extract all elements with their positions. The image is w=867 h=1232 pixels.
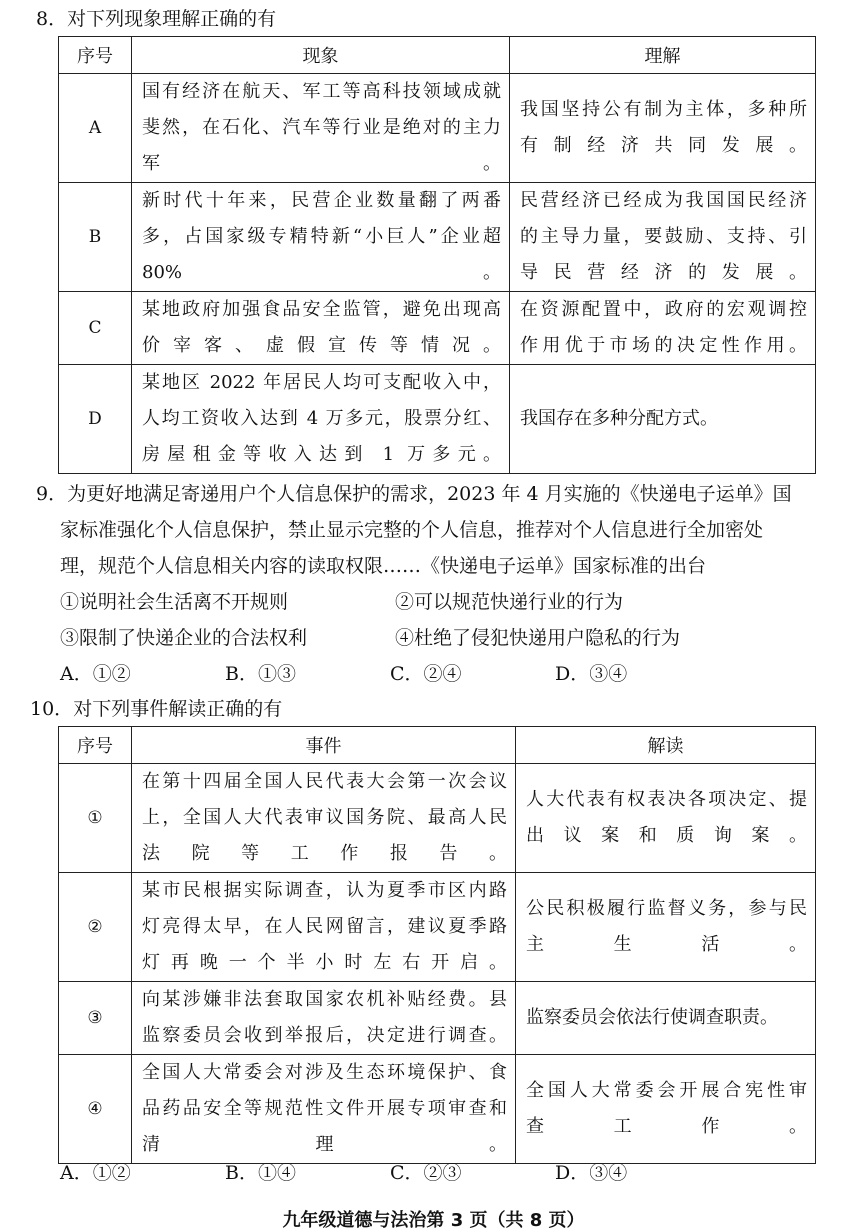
q10-table bbox=[58, 726, 816, 1164]
q8-row-b-understanding: 民营经济已经成为我国国民经济 的主导力量，要鼓励、支持、引 导民营经济的发展。 bbox=[510, 183, 816, 292]
q10-row-1-id: ① bbox=[59, 764, 132, 873]
q10-stem: 对下列事件解读正确的有 bbox=[73, 698, 283, 720]
q8-table bbox=[58, 36, 816, 474]
q9-stem: 9．为更好地满足寄递用户个人信息保护的需求，2023 年 4 月实施的《快递电子运单》国 家标准强化个人信息保护，禁止显示完整的个人信息，推荐对个人信息进行全加密处 理，规范个人信息相关内容的读取权限……《快递电子运单》国家标准的出台 bbox=[36, 483, 792, 577]
q8-row-c-understanding: 在资源配置中，政府的宏观调控 作用优于市场的决定性作用。 bbox=[510, 292, 816, 365]
q10-title bbox=[30, 697, 282, 721]
table-row bbox=[59, 183, 816, 292]
q9-choice-a: A．①② bbox=[60, 663, 131, 685]
q8-row-c-id: C bbox=[59, 292, 132, 365]
q10-number: 10． bbox=[30, 698, 74, 720]
q10-choice-b: B．①④ bbox=[225, 1162, 296, 1184]
q8-row-a-understanding: 我国坚持公有制为主体，多种所 有制经济共同发展。 bbox=[510, 74, 816, 183]
q10-row-2-id: ② bbox=[59, 873, 132, 982]
q10-row-4-interpretation: 全国人大常委会开展合宪性审 查工作。 bbox=[516, 1055, 816, 1164]
table-row bbox=[59, 764, 816, 873]
q8-row-a-id: A bbox=[59, 74, 132, 183]
q9-choice-c: C．②④ bbox=[390, 663, 462, 685]
q8-row-a-phenomenon: 国有经济在航天、军工等高科技领域成就 斐然，在石化、汽车等行业是绝对的主力 军。 bbox=[132, 74, 510, 183]
q10-header-row bbox=[59, 727, 816, 764]
q8-row-b-id: B bbox=[59, 183, 132, 292]
q10-row-3-event: 向某涉嫌非法套取国家农机补贴经费。县 监察委员会收到举报后，决定进行调查。 bbox=[132, 982, 516, 1055]
q8-header-row bbox=[59, 37, 816, 74]
q8-row-d-understanding: 我国存在多种分配方式。 bbox=[510, 365, 816, 474]
q8-stem: 对下列现象理解正确的有 bbox=[67, 8, 277, 30]
q8-header-id: 序号 bbox=[59, 37, 132, 74]
q8-row-d-id: D bbox=[59, 365, 132, 474]
q8-row-c-phenomenon: 某地政府加强食品安全监管，避免出现高 价宰客、虚假宣传等情况。 bbox=[132, 292, 510, 365]
table-row bbox=[59, 292, 816, 365]
page-footer: 九年级道德与法治第 3 页（共 8 页） bbox=[282, 1210, 585, 1231]
q9-number: 9． bbox=[36, 483, 68, 505]
q9-statements bbox=[60, 584, 680, 692]
q10-header-id: 序号 bbox=[59, 727, 132, 764]
q10-row-2-interpretation: 公民积极履行监督义务，参与民 主生活。 bbox=[516, 873, 816, 982]
q10-row-3-interpretation: 监察委员会依法行使调查职责。 bbox=[516, 982, 816, 1055]
table-row bbox=[59, 74, 816, 183]
q8-title bbox=[36, 7, 276, 31]
q10-row-4-id: ④ bbox=[59, 1055, 132, 1164]
q10-choice-a: A．①② bbox=[60, 1162, 131, 1184]
q10-choices bbox=[60, 1155, 627, 1191]
q9-statement-2: ②可以规范快递行业的行为 bbox=[395, 591, 624, 613]
q9-statement-3: ③限制了快递企业的合法权利 bbox=[60, 627, 308, 649]
q8-row-b-phenomenon: 新时代十年来，民营企业数量翻了两番 多，占国家级专精特新“小巨人”企业超 80%。 bbox=[132, 183, 510, 292]
q10-header-interpretation: 解读 bbox=[516, 727, 816, 764]
q10-row-2-event: 某市民根据实际调查，认为夏季市区内路 灯亮得太早，在人民网留言，建议夏季路 灯再晚一个半小时左右开启。 bbox=[132, 873, 516, 982]
q10-row-1-event: 在第十四届全国人民代表大会第一次会议 上，全国人大代表审议国务院、最高人民 法院等工作报告。 bbox=[132, 764, 516, 873]
table-row bbox=[59, 873, 816, 982]
q8-row-d-phenomenon: 某地区 2022 年居民人均可支配收入中， 人均工资收入达到 4 万多元，股票分红、 房屋租金等收入达到 1 万多元。 bbox=[132, 365, 510, 474]
q8-header-understanding: 理解 bbox=[510, 37, 816, 74]
q10-row-4-event: 全国人大常委会对涉及生态环境保护、食 品药品安全等规范性文件开展专项审查和 清理。 bbox=[132, 1055, 516, 1164]
q10-row-1-interpretation: 人大代表有权表决各项决定、提 出议案和质询案。 bbox=[516, 764, 816, 873]
q9-statement-4: ④杜绝了侵犯快递用户隐私的行为 bbox=[395, 627, 681, 649]
q9-statement-1: ①说明社会生活离不开规则 bbox=[60, 591, 289, 613]
table-row bbox=[59, 1055, 816, 1164]
table-row bbox=[59, 982, 816, 1055]
q10-row-3-id: ③ bbox=[59, 982, 132, 1055]
q10-choice-d: D．③④ bbox=[555, 1162, 628, 1184]
q8-number: 8． bbox=[36, 8, 68, 30]
table-row bbox=[59, 365, 816, 474]
q10-choice-c: C．②③ bbox=[390, 1162, 462, 1184]
q10-header-event: 事件 bbox=[132, 727, 516, 764]
q9-choice-b: B．①③ bbox=[225, 663, 296, 685]
q8-header-phenomenon: 现象 bbox=[132, 37, 510, 74]
q9-choice-d: D．③④ bbox=[555, 663, 628, 685]
